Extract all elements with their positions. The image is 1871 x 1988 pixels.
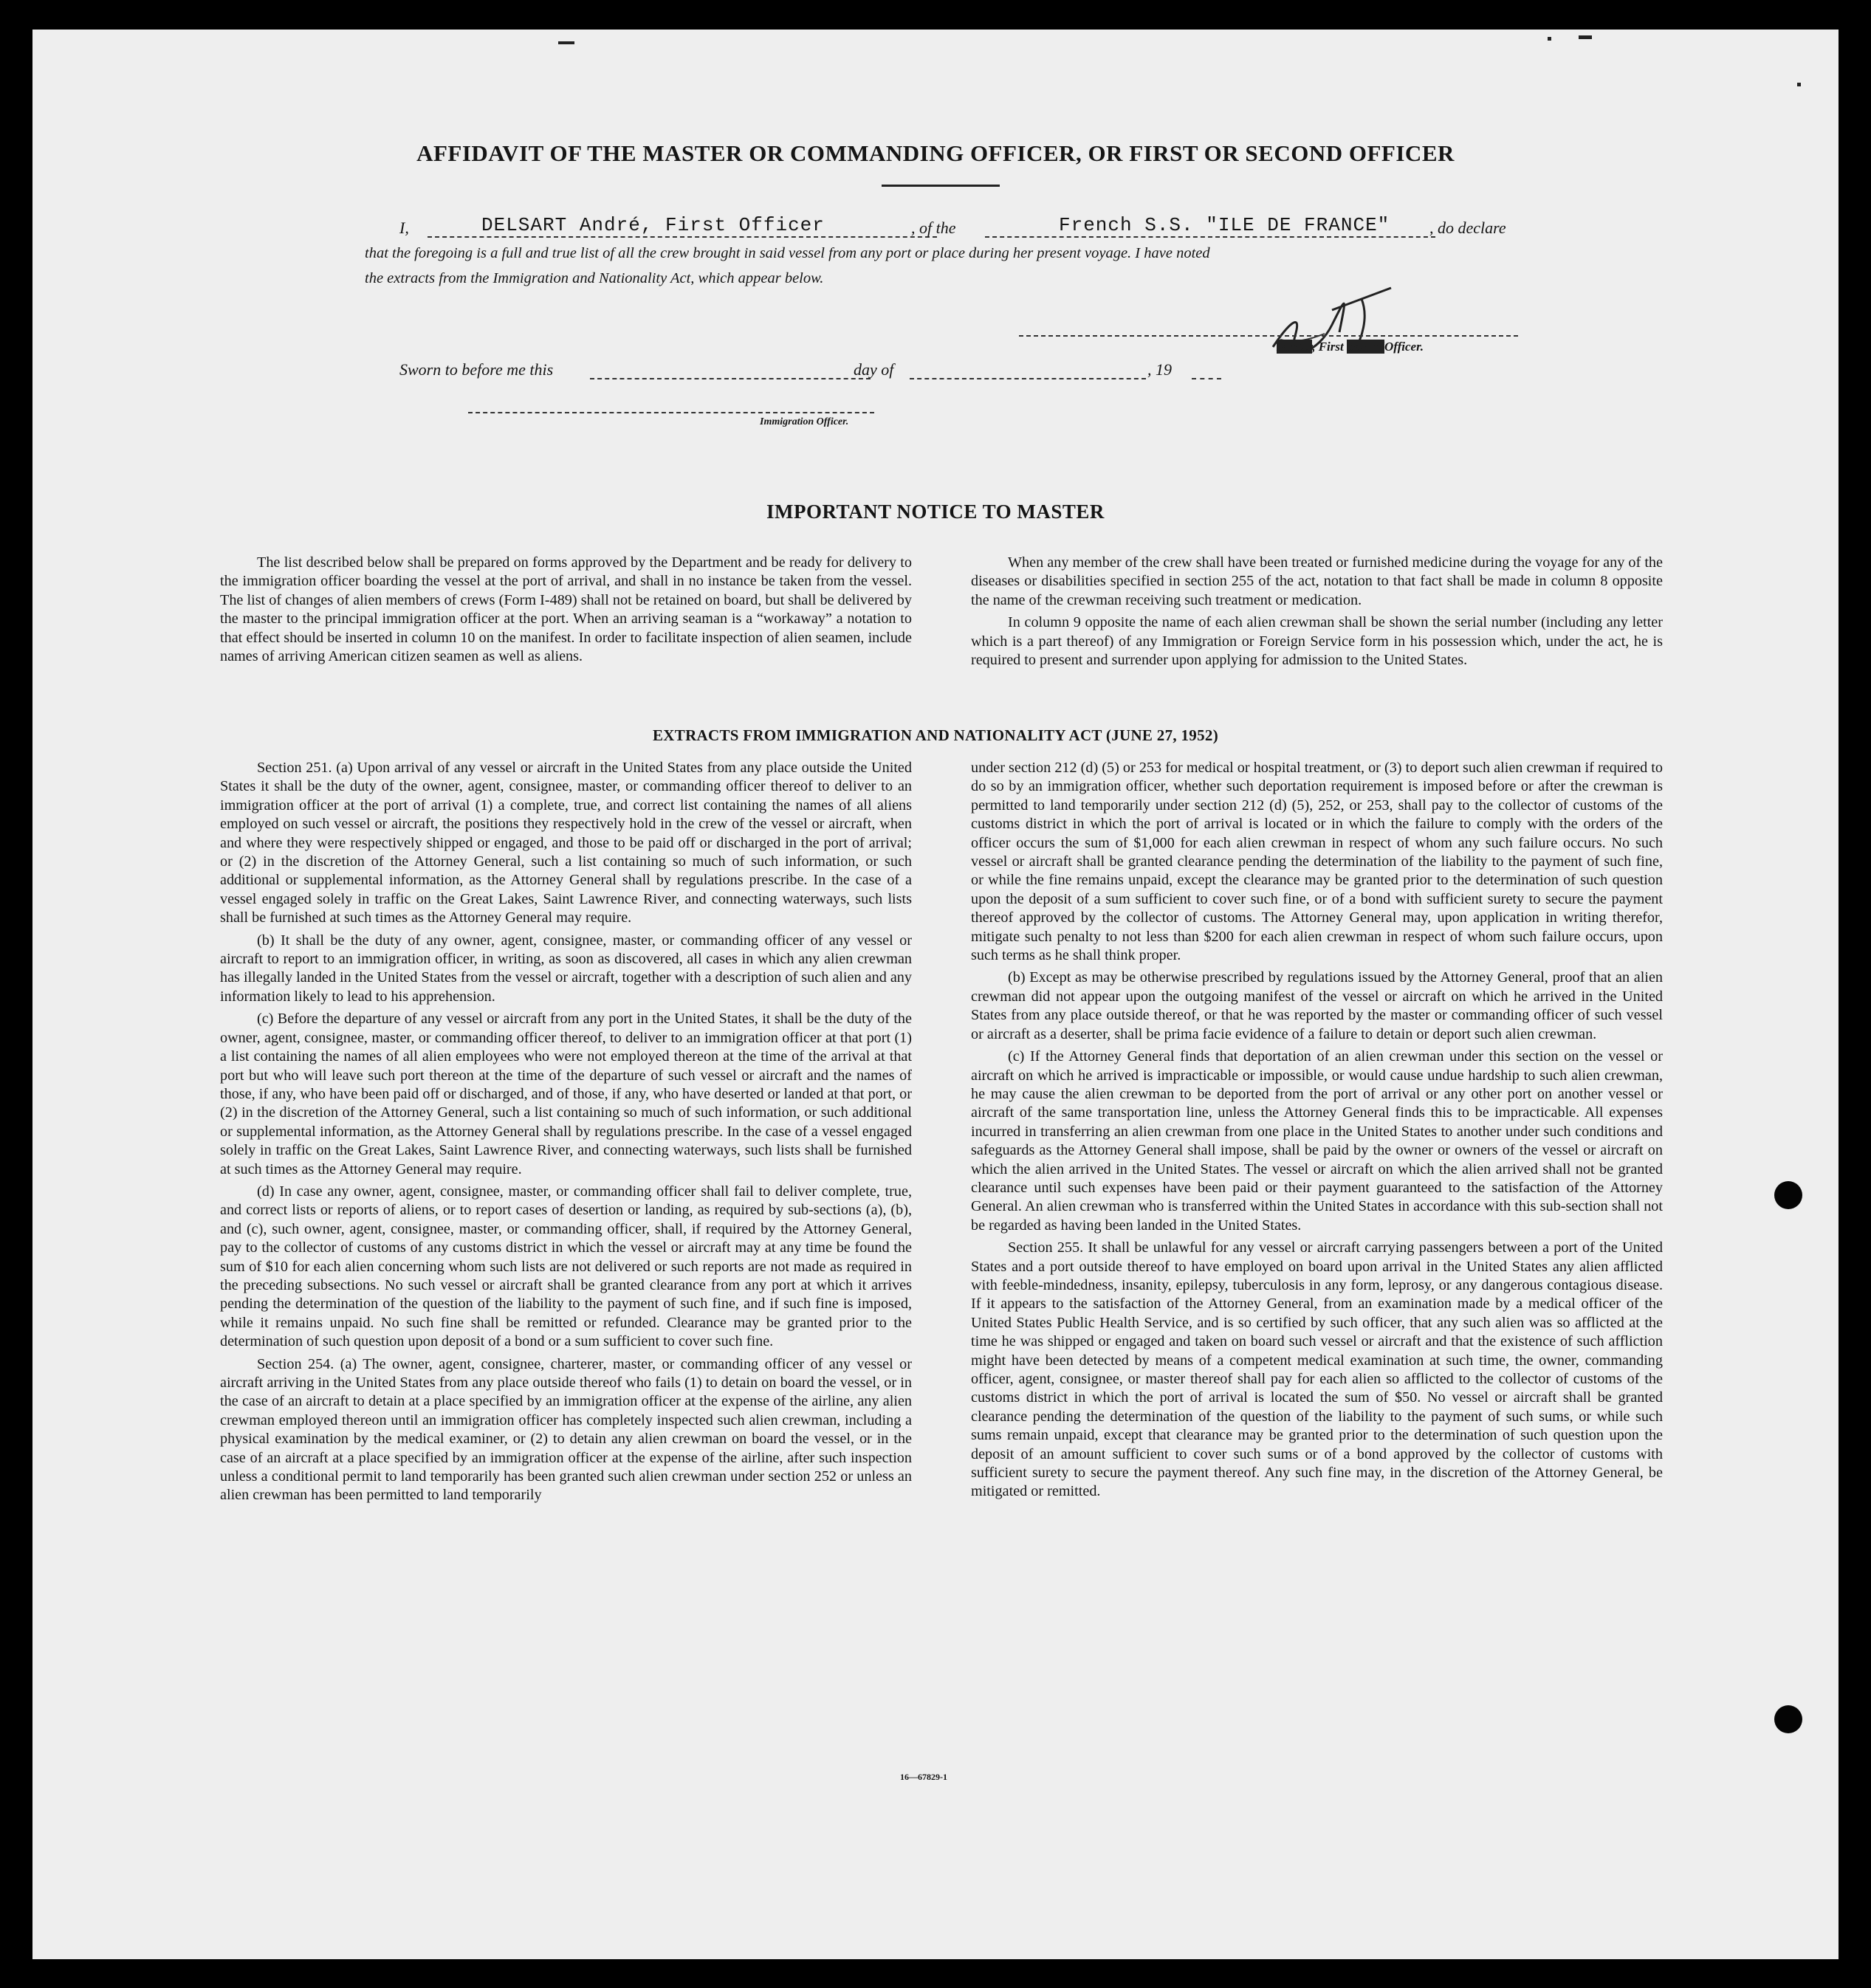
section-254b: (b) Except as may be otherwise prescribed by regulations issued by the Attorney General, proof that an alien crewman did not appear upon the outgoing manifest of the vessel or aircraft on which he arrived in the United States from any place outside thereof, or that he was reported by the master or commanding officer of such vessel or aircraft as a deserter, shall be prima facie evidence of a failure to detain or deport such alien crewman. bbox=[971, 969, 1663, 1042]
sworn-month-underline bbox=[910, 378, 1146, 379]
declarant-underline bbox=[428, 236, 937, 238]
sworn-day-underline bbox=[590, 378, 871, 379]
scan-mark bbox=[1548, 37, 1551, 41]
notice-right-column bbox=[971, 554, 1663, 673]
notice-right-paragraph-1: When any member of the crew shall have been treated or furnished medicine during the voyage for any of the diseases or disabilities specified in section 255 of the act, notation to that fact shall be made in column 8 opposite the name of the crewman receiving such treatment or medication. bbox=[971, 554, 1663, 608]
immigration-officer-line bbox=[468, 412, 874, 413]
declaration-line-2: that the foregoing is a full and true list of all the crew brought in said vessel from any port or place during her present voyage. I have noted bbox=[365, 245, 1210, 261]
section-251d: (d) In case any owner, agent, consignee, master, or commanding officer shall fail to deliver complete, true, and correct lists or reports of aliens, or to report cases of desertion or landing, as required by sub-sections (a), (b), and (c), such owner, agent, consignee, master, or commanding officer, shall, if required by the Attorney General, pay to the collector of customs of any customs district in which the vessel or aircraft may at any time be found the sum of $10 for each alien concerning whom such lists are not delivered or such reports are not made as required in the preceding subsections. No such vessel or aircraft shall be granted clearance from any port at which it arrives pending the determination of the question of the liability to the payment of such fine, and if such fine is imposed, while it remains unpaid. No such fine shall be remitted or refunded. Clearance may be granted prior to the determination of such question upon deposit of a bond or a sum sufficient to cover such fine. bbox=[220, 1183, 912, 1350]
scan-mark bbox=[558, 41, 574, 44]
do-declare-label: , do declare bbox=[1429, 219, 1506, 237]
officer-title-struck-prefix: Master bbox=[1277, 340, 1313, 354]
officer-title bbox=[1277, 340, 1424, 354]
title-divider bbox=[882, 185, 1000, 187]
vessel-name-field: French S.S. "ILE DE FRANCE" bbox=[1059, 214, 1390, 236]
declaration-i-label: I, bbox=[399, 219, 409, 237]
scan-mark bbox=[1797, 83, 1801, 86]
officer-title-struck: Second bbox=[1346, 340, 1384, 354]
section-254c: (c) If the Attorney General finds that deportation of an alien crewman under this section on the vessel or aircraft on which he arrived is impracticable or impossible, or would cause undue hardship to such alien crewman, he may cause the alien crewman to be deported from the port of arrival or any other port on another vessel or aircraft of the same transportation line, unless the Attorney General finds this to be impracticable. All expenses incurred in transferring an alien crewman from one place in the United States to another under such conditions and safeguards as the Attorney General shall impose, shall be paid by the owner or owners of the vessel or aircraft on which the alien arrived in the United States. The vessel or aircraft on which the alien arrived shall not be granted clearance until such expenses have been paid or their payment guaranteed to the satisfaction of the Attorney General. An alien crewman who is transferred within the United States in accordance with this sub-section shall not be regarded as having been landed in the United States. bbox=[971, 1048, 1663, 1234]
signature-line bbox=[1019, 335, 1518, 337]
declarant-name-field: DELSART André, First Officer bbox=[481, 214, 825, 236]
section-251c: (c) Before the departure of any vessel or aircraft from any port in the United States, it shall be the duty of the owner, agent, consignee, master, or commanding officer thereof, to deliver to an immigration officer at that port (1) a list containing the names of all alien employees who were not employed thereon at the time of the arrival at that port but who will leave such port thereon at the time of the departure of such vessel or aircraft and the names of those, if any, who have been paid off or discharged, and of those, if any, who have deserted or landed at that port, or (2) in the discretion of the Attorney General, such a list containing so much of such information, or such additional or supplemental information, as the Attorney General shall by regulations prescribe. In the case of a vessel engaged solely in traffic on the Great Lakes, Saint Lawrence River, and connecting waterways, such lists shall be furnished at such times as the Attorney General may require. bbox=[220, 1011, 912, 1177]
notice-right-paragraph-2: In column 9 opposite the name of each alien crewman shall be shown the serial number (including any letter which is a part thereof) of any Immigration or Foreign Service form in his possession which, under the act, he is required to present and surrender upon applying for admission to the United States. bbox=[971, 614, 1663, 669]
section-251a: Section 251. (a) Upon arrival of any vessel or aircraft in the United States from any place outside the United States it shall be the duty of the owner, agent, consignee, master, or commanding officer thereof to deliver to an immigration officer at the port of arrival (1) a complete, true, and correct list containing the names of all aliens employed on such vessel or aircraft, the positions they respectively hold in the crew of the vessel or aircraft, when and where they were respectively shipped or engaged, and those to be paid off or discharged in the port of arrival; or (2) in the discretion of the Attorney General, such a list containing so much of such information, or such additional or supplemental information, as the Attorney General shall by regulations prescribe. In the case of a vessel engaged solely in traffic on the Great Lakes, Saint Lawrence River, and connecting waterways, such lists shall be furnished at such times as the Attorney General may require. bbox=[220, 760, 912, 926]
extracts-right-column bbox=[971, 759, 1663, 1505]
scan-mark bbox=[1579, 35, 1592, 39]
section-251b: (b) It shall be the duty of any owner, agent, consignee, master, or commanding officer of any vessel or aircraft to report to an immigration officer, in writing, as soon as discovered, all cases in which any alien crewman has illegally landed in the United States from the vessel or aircraft, together with a description of such alien and any information likely to lead to his apprehension. bbox=[220, 932, 912, 1005]
extracts-left-column bbox=[220, 759, 912, 1509]
day-of-label: day of bbox=[854, 360, 894, 379]
punch-hole-lower bbox=[1774, 1705, 1802, 1733]
sworn-label: Sworn to before me this bbox=[399, 360, 554, 379]
officer-title-suffix: Officer. bbox=[1384, 340, 1424, 354]
declaration-line-3: the extracts from the Immigration and Nationality Act, which appear below. bbox=[365, 270, 824, 286]
page-title: AFFIDAVIT OF THE MASTER OR COMMANDING OFFICER, OR FIRST OR SECOND OFFICER bbox=[416, 140, 1455, 166]
year-label: , 19 bbox=[1147, 360, 1172, 379]
sworn-year-underline bbox=[1192, 378, 1221, 379]
section-255: Section 255. It shall be unlawful for any vessel or aircraft carrying passengers between a port of the United States and a port outside thereof to have employed on board upon arrival in the United States any alien afflicted with feeble-mindedness, insanity, epilepsy, tuberculosis in any form, leprosy, or any dangerous contagious disease. If it appears to the satisfaction of the Attorney General, from an examination made by a medical officer of the United States Public Health Service, and is so certified by such officer, that any such alien was so afflicted at the time he was shipped or engaged and taken on board such vessel or aircraft and that the existence of such affliction might have been detected by means of a competent medical examination at such time, the owner, commanding officer, agent, consignee, or master thereof shall pay for each alien so afflicted to the collector of customs of the customs district in which the port of arrival is located the sum of $50. No vessel or aircraft shall be granted clearance pending the determination of the question of the liability to the payment of such sums, or while such sums remain unpaid, except that clearance may be granted prior to the determination of such question upon the deposit of an amount sufficient to cover such sums or of a bond approved by the collector of customs with sufficient surety to secure the payment thereof. Any such fine may, in the discretion of the Attorney General, be mitigated or remitted. bbox=[971, 1239, 1663, 1500]
extracts-heading: EXTRACTS FROM IMMIGRATION AND NATIONALITY ACT (JUNE 27, 1952) bbox=[653, 726, 1218, 744]
officer-title-mid: , First bbox=[1312, 340, 1344, 354]
vessel-underline bbox=[985, 236, 1435, 238]
notice-left-column bbox=[220, 554, 912, 670]
form-code: 16—67829-1 bbox=[900, 1772, 947, 1782]
of-the-label: , of the bbox=[911, 219, 956, 237]
notice-heading: IMPORTANT NOTICE TO MASTER bbox=[766, 501, 1105, 523]
punch-hole-upper bbox=[1774, 1181, 1802, 1209]
immigration-officer-label: Immigration Officer. bbox=[760, 416, 849, 427]
document-page bbox=[32, 30, 1839, 1959]
notice-left-paragraph: The list described below shall be prepared on forms approved by the Department and be ready for delivery to the immigration officer boarding the vessel at the port of arrival, and shall in no instance be taken from the vessel. The list of changes of alien members of crews (Form I-489) shall not be retained on board, but shall be delivered by the master to the principal immigration officer at the port. When an arriving seaman is a “workaway” a notation to that effect should be inserted in column 10 on the manifest. In order to facilitate inspection of alien seamen, include names of arriving American citizen seamen as well as aliens. bbox=[220, 554, 912, 665]
section-254a: Section 254. (a) The owner, agent, consignee, charterer, master, or commanding officer of any vessel or aircraft arriving in the United States from any place outside thereof who fails (1) to detain on board the vessel, or in the case of an aircraft to detain at a place specified by an immigration officer at the expense of the airline, any alien crewman employed thereon until an immigration officer has completely inspected such alien crewman, including a physical examination by the medical examiner, or (2) to detain any alien crewman on board the vessel, or in the case of an aircraft at a place specified by an immigration officer at the expense of the airline, after such inspection unless a conditional permit to land temporarily has been granted such alien crewman under section 252 or unless an alien crewman has been permitted to land temporarily bbox=[220, 1355, 912, 1504]
section-254a-continued: under section 212 (d) (5) or 253 for medical or hospital treatment, or (3) to deport such alien crewman if required to do so by an immigration officer, whether such deportation requirement is imposed before or after the crewman is permitted to land temporarily under section 212 (d) (5), 252, or 253, shall pay to the collector of customs of the customs district in which the port of arrival is located or in which the failure to comply with the orders of the officer occurs the sum of $1,000 for each alien crewman in respect of whom any such failure occurs. No such vessel or aircraft shall be granted clearance pending the determination of the liability to the payment of such fine, or while the fine remains unpaid, except the clearance may be granted prior to the determination of such question upon the deposit of a sum sufficient to cover such fine, or of a bond with sufficient surety to secure the payment thereof approved by the collector of customs. The Attorney General may, upon application in writing therefor, mitigate such penalty to not less than $200 for each alien crewman in respect of whom such failure occurs, upon such terms as he shall think proper. bbox=[971, 760, 1663, 964]
